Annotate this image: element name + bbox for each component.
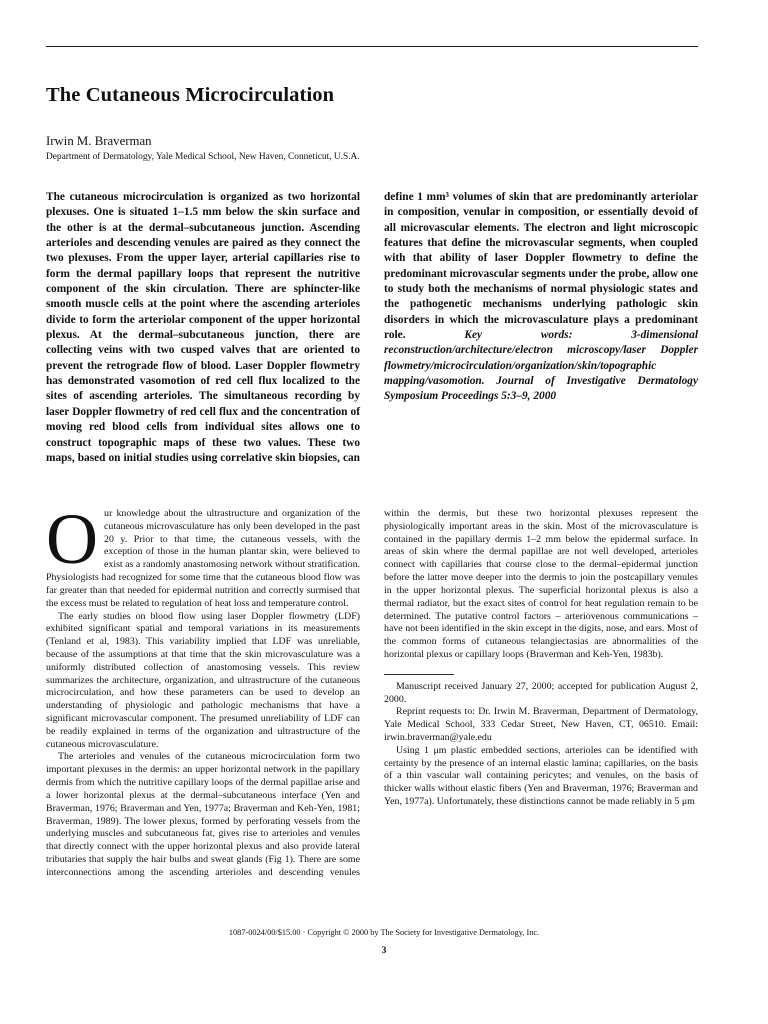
article-title: The Cutaneous Microcirculation <box>46 84 335 106</box>
abstract-keywords: Key words: 3-dimensional reconstruction/architecture/electron microscopy/laser Doppler flowmetry/microcirculation/organization/skin/topographic mapping/vasomotion. Journal of Investigative Dermatology Symposium Proceedings 5:3–9, 2000 <box>384 329 698 403</box>
abstract-text: The cutaneous microcirculation is organized as two horizontal plexuses. One is situated 1–1.5 mm below the skin surface and the other is at the dermal–subcutaneous junction. Ascending arterioles and descending venules are paired as they connect the two plexuses. From the upper layer, arterial capillaries rise to form the dermal papillary loops that represent the nutritive component of the skin circulation. There are sphincter-like smooth muscle cells at the point where the ascending arterioles divide to form the arteriolar component of the upper horizontal plexus. At the dermal–subcutaneous junction, there are collecting veins with two cusped valves that are oriented to prevent the retrograde flow of blood. Laser Doppler flowmetry has demonstrated vasomotion of red cell flux localized to the sites of ascending arterioles. The simultaneous recording by laser Doppler flowmetry of red cell flux and the concentration of moving red blood cells from individual sites allows one to construct topographic maps of these two values. These two maps, based on initial studies using correlative skin biopsies, can define 1 mm³ volumes of skin that are predominantly arteriolar in composition, venular in composition, or essentially devoid of all microvascular elements. The electron and light microscopic features that define the microvascular segments, when coupled with that ability of laser Doppler flowmetry to define the predominant microvascular segments under the probe, allow one to study both the mechanisms of normal physiologic states and the pathogenetic mechanisms underlying pathologic skin disorders in which the microvasculature plays a predominant role. <box>46 191 698 464</box>
paragraph-1: ur knowledge about the ultrastructure and organization of the cutaneous microvasculature has only been developed in the past 20 y. Prior to that time, the cutaneous vessels, with the exception of those in the human plantar skin, were believed to exist as a randomly anastomosing network without stratification. Physiologists had recognized for some time that the cutaneous blood flow was far greater than that needed for epidermal nutrition and correctly surmised that the excess must be related to regulation of heat loss and temperature control. <box>46 508 360 609</box>
footnote-rule <box>384 674 454 675</box>
drop-cap: O <box>46 499 98 579</box>
paragraph-3: The arterioles and venules of the cutaneous microcirculation form two important plexuses in the dermis: an upper horizontal network in the papillary dermis from which the nutritive capillary loops of the dermal papillae arise and a lower horizontal plexus at the dermal–subcutaneous interface (Yen and Braverman, 1976; Braverman and Yen, 1977a; Braverman and Keh-Yen, 1981; Braverman, 1989). The lower plexus, formed by perforating vessels from the underlying muscles and subcutaneous fat, gives rise to arterioles and venules that directly connect with the upper horizontal plexus and also provide lateral tributaries that supply the hair bulbs and sweat glands (Fig 1). There are some interconnections among the ascending arterioles and descending venules within the dermis, but these two horizontal plexuses represent the physiologically important areas in the skin. Most of the microvasculature is contained in the papillary dermis 1–2 mm below the epidermal surface. In areas of skin where the dermal papillae are not well developed, arterioles connect with capillaries that course close to the dermal–epidermal junction before the latter move deeper into the dermis to join the postcapillary venules in the upper horizontal plexus. The superficial horizontal plexus is also a thermal radiator, but the exact sites of control for heat regulation remain to be determined. The putative control factors – arteriovenous communications – have not been identified in the skin except in the digits, nose, and ears. Most of the common forms of cutaneous telangiectasias are abnormalities of the horizontal plexus or capillary loops (Braverman and Keh-Yen, 1983b). <box>46 508 698 878</box>
abstract <box>46 190 698 470</box>
footnote-received: Manuscript received January 27, 2000; accepted for publication August 2, 2000. <box>384 680 698 705</box>
intro-paragraph <box>46 499 360 611</box>
top-rule <box>46 46 698 47</box>
footnote-reprint: Reprint requests to: Dr. Irwin M. Braverman, Department of Dermatology, Yale Medical School, 333 Cedar Street, New Haven, CT, 06510. Email: irwin.braverman@yale.edu <box>384 706 698 743</box>
paragraph-2: The early studies on blood flow using laser Doppler flowmetry (LDF) exhibited significant spatial and temporal variations in its measurements (Tenland et al, 1983). This variability implied that LDF was unreliable, because of the assumptions at that time that the skin microvasculature was a uniformly distributed collection of anastomosing vessels. This review summarizes the architecture, organization, and ultrastructure of the cutaneous microcirculation, and how these parameters can be used to develop an understanding of physiologic and pathologic mechanisms that have a significant microvascular component. The presumed unreliability of LDF can be readily explained in terms of the organization and ultrastructure of the cutaneous microvasculature. <box>46 610 360 750</box>
paragraph-4: Using 1 μm plastic embedded sections, arterioles can be identified with certainty by the presence of an internal elastic lamina; capillaries, on the basis of a thin vascular wall containing pericytes; and venules, on the basis of thicker walls without elastic fibers (Yen and Braverman, 1976; Braverman and Yen, 1977a). Unfortunately, these distinctions cannot be made reliably in 5 μm <box>384 744 698 808</box>
author-name: Irwin M. Braverman <box>46 134 152 148</box>
author-affiliation: Department of Dermatology, Yale Medical School, New Haven, Conneticut, U.S.A. <box>46 152 360 162</box>
article-body <box>46 499 698 884</box>
copyright-line: 1087-0024/00/$15.00 · Copyright © 2000 by The Society for Investigative Dermatology, Inc. <box>228 928 540 937</box>
page-number: 3 <box>381 946 387 956</box>
